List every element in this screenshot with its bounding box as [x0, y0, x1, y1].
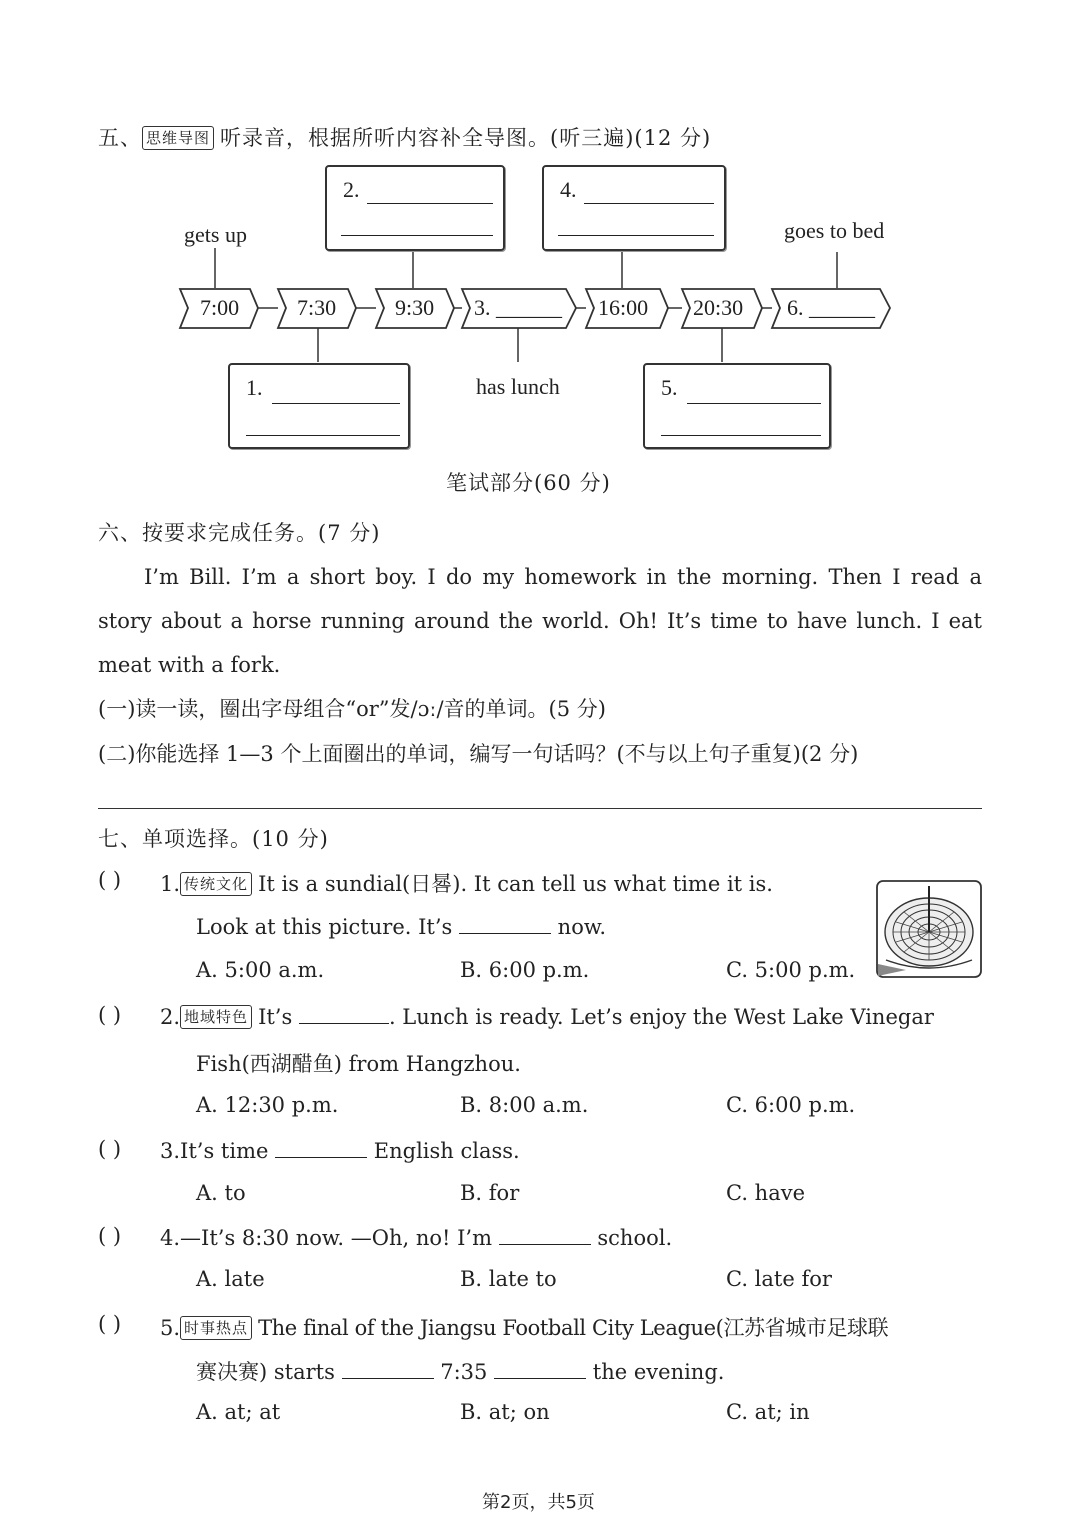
q5-tag: 时事热点	[180, 1316, 252, 1340]
section6-task2: (二)你能选择 1—3 个上面圈出的单词，编写一句话吗？(不与以上句子重复)(2 分)	[98, 742, 859, 766]
written-part-heading: 笔试部分(60 分)	[446, 471, 611, 495]
answer-box-5[interactable]	[643, 363, 831, 449]
q1-stem: It is a sundial(日晷). It can tell us what time it is.	[258, 872, 773, 896]
q2-option-b[interactable]: B. 8:00 a.m.	[460, 1093, 589, 1117]
box-5-number: 5.	[661, 375, 678, 400]
q1-option-a[interactable]: A. 5:00 a.m.	[196, 958, 325, 982]
q3-paren[interactable]: ( )	[98, 1137, 122, 1161]
q4-stem-part-b: school.	[597, 1226, 673, 1250]
mindmap-tag: 思维导图	[142, 126, 214, 150]
q2-paren[interactable]: ( )	[98, 1003, 122, 1027]
q5-line2	[196, 1356, 724, 1386]
passage-line-3: meat with a fork.	[98, 653, 281, 677]
q3-option-c[interactable]: C. have	[726, 1181, 806, 1205]
q3-stem-part-b: English class.	[373, 1139, 520, 1163]
q4-option-a[interactable]: A. late	[196, 1267, 265, 1291]
q2-blank[interactable]	[299, 1003, 389, 1024]
q2-line2: Fish(西湖醋鱼) from Hangzhou.	[196, 1052, 521, 1076]
q4-number: 4.	[160, 1226, 181, 1250]
q2-option-c[interactable]: C. 6:00 p.m.	[726, 1093, 856, 1117]
q2-tag: 地域特色	[180, 1005, 252, 1029]
time-16-00: 16:00	[598, 295, 649, 320]
q4-stem-part-a: —It’s 8:30 now. —Oh, no! I’m	[180, 1226, 493, 1250]
time-20-30: 20:30	[693, 295, 744, 320]
box-1-number: 1.	[246, 375, 263, 400]
q5-blank-1[interactable]	[342, 1358, 434, 1379]
q1-tag: 传统文化	[180, 872, 252, 896]
q5-line1	[160, 1312, 888, 1342]
q1-stem-part-a: Look at this picture. It’s	[196, 915, 453, 939]
q1-line2	[196, 913, 606, 939]
q5-blank-2[interactable]	[494, 1358, 586, 1379]
q1-number: 1.	[160, 872, 181, 896]
q1-stem-part-b: now.	[557, 915, 606, 939]
sundial-picture	[876, 880, 982, 978]
q5-option-b[interactable]: B. at; on	[460, 1400, 550, 1424]
passage-line-1: I’m Bill. I’m a short boy. I do my homework in the morning. Then I read a	[144, 565, 982, 589]
q3-blank[interactable]	[275, 1137, 367, 1158]
section5-number: 五、	[98, 126, 142, 150]
passage	[98, 555, 982, 687]
q1-line1	[160, 868, 773, 898]
q1-blank[interactable]	[459, 913, 551, 934]
box-2-number: 2.	[343, 177, 360, 202]
q2-option-a[interactable]: A. 12:30 p.m.	[196, 1093, 339, 1117]
q4-option-c[interactable]: C. late for	[726, 1267, 832, 1291]
blank-3[interactable]: 3. ______	[474, 295, 562, 320]
q3-option-b[interactable]: B. for	[460, 1181, 520, 1205]
blank-6[interactable]: 6. ______	[787, 295, 875, 320]
q5-option-c[interactable]: C. at; in	[726, 1400, 810, 1424]
q1-paren[interactable]: ( )	[98, 868, 122, 892]
label-has-lunch: has lunch	[476, 374, 560, 399]
answer-box-2[interactable]	[325, 165, 505, 251]
q4-paren[interactable]: ( )	[98, 1224, 122, 1248]
q5-option-a[interactable]: A. at; at	[196, 1400, 281, 1424]
section6-task1: (一)读一读，圈出字母组合“or”发/ɔː/音的单词。(5 分)	[98, 697, 606, 721]
q4-line1	[160, 1224, 672, 1250]
q5-stem-part-c: the evening.	[592, 1360, 725, 1384]
answer-box-4[interactable]	[542, 165, 726, 251]
page-number: 第2页，共5页	[482, 1492, 595, 1513]
q4-blank[interactable]	[499, 1224, 591, 1245]
section5-title: 听录音，根据所听内容补全导图。(听三遍)(12 分)	[220, 126, 712, 150]
label-goes-to-bed: goes to bed	[784, 218, 885, 243]
label-gets-up: gets up	[184, 222, 247, 247]
q2-stem-part-a: It’s	[258, 1005, 293, 1029]
section6-title: 六、按要求完成任务。(7 分)	[98, 521, 381, 545]
q5-stem: The final of the Jiangsu Football City League(江苏省城市足球联	[258, 1316, 889, 1340]
q2-stem-part-b: . Lunch is ready. Let’s enjoy the West Lake Vinegar	[388, 1005, 934, 1029]
q5-stem-part-b: 7:35	[440, 1360, 488, 1384]
q1-option-b[interactable]: B. 6:00 p.m.	[460, 958, 590, 982]
q1-option-c[interactable]: C. 5:00 p.m.	[726, 958, 856, 982]
passage-line-2: story about a horse running around the world. Oh! It’s time to have lunch. I eat	[98, 609, 982, 633]
q5-number: 5.	[160, 1316, 181, 1340]
time-9-30: 9:30	[395, 295, 435, 320]
q3-stem-part-a: It’s time	[180, 1139, 269, 1163]
answer-box-1[interactable]	[228, 363, 410, 449]
section7-title: 七、单项选择。(10 分)	[98, 827, 329, 851]
q5-paren[interactable]: ( )	[98, 1312, 122, 1336]
q3-number: 3.	[160, 1139, 181, 1163]
q2-line1	[160, 1003, 934, 1029]
time-7-30: 7:30	[297, 295, 337, 320]
q4-option-b[interactable]: B. late to	[460, 1267, 557, 1291]
time-7-00: 7:00	[200, 295, 240, 320]
q3-line1	[160, 1137, 520, 1163]
q3-option-a[interactable]: A. to	[196, 1181, 246, 1205]
q2-number: 2.	[160, 1005, 181, 1029]
box-4-number: 4.	[560, 177, 577, 202]
q5-stem-part-a: 赛决赛) starts	[196, 1360, 335, 1384]
answer-line[interactable]	[98, 808, 982, 809]
